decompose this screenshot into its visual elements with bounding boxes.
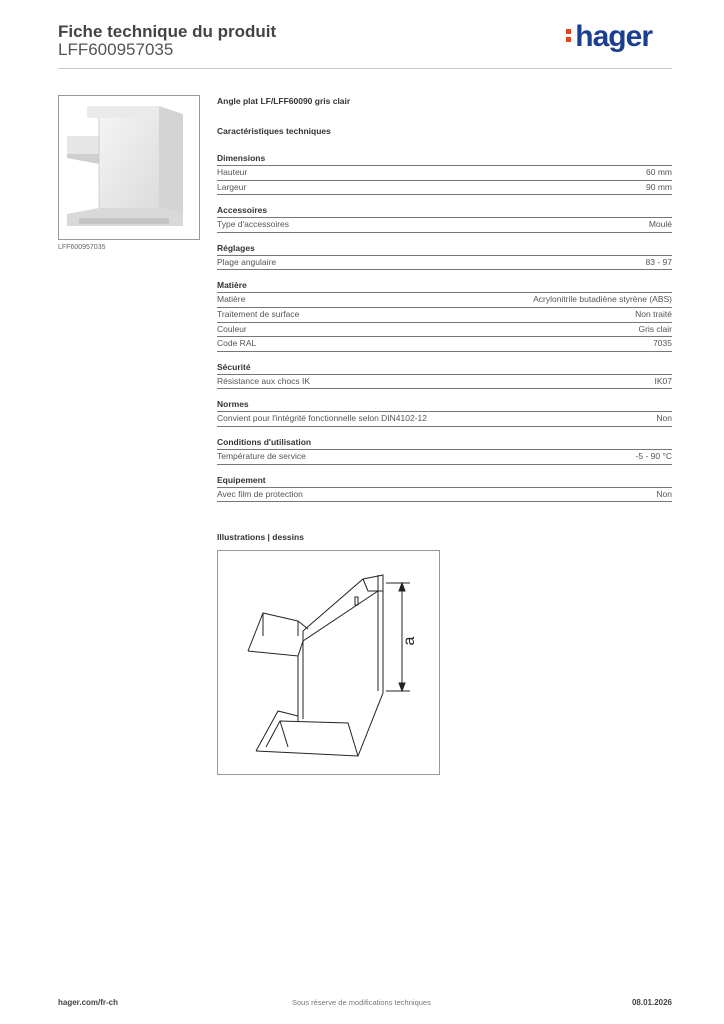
section-rows <box>217 255 672 271</box>
spec-label: Largeur <box>217 181 247 192</box>
spec-section <box>217 279 672 351</box>
spec-row <box>217 255 672 271</box>
spec-value: Non <box>656 488 672 499</box>
product-name: Angle plat LF/LFF60090 gris clair <box>217 96 351 106</box>
logo-text: hager <box>575 20 652 53</box>
spec-label: Température de service <box>217 450 306 461</box>
spec-row <box>217 322 672 337</box>
footer-website: hager.com/fr-ch <box>58 998 119 1007</box>
spec-value: Non traité <box>635 308 672 319</box>
tech-characteristics-title: Caractéristiques techniques <box>217 126 331 136</box>
section-rows <box>217 292 672 351</box>
product-reference: LFF600957035 <box>58 40 174 59</box>
section-title: Sécurité <box>217 361 251 372</box>
spec-value: -5 - 90 °C <box>635 450 672 461</box>
spec-row <box>217 487 672 503</box>
spec-value: 90 mm <box>646 181 672 192</box>
dimension-label: a <box>401 636 418 646</box>
spec-label: Résistance aux chocs IK <box>217 375 311 386</box>
spec-label: Plage angulaire <box>217 256 277 267</box>
document-title: Fiche technique du produit <box>58 22 277 41</box>
spec-row <box>217 411 672 427</box>
spec-value: 7035 <box>653 338 672 349</box>
spec-row <box>217 374 672 390</box>
spec-label: Hauteur <box>217 167 248 177</box>
product-photo <box>58 95 200 240</box>
spec-label: Type d'accessoires <box>217 219 290 230</box>
photo-caption: LFF600957035 <box>58 244 106 251</box>
spec-value: IK07 <box>654 375 672 386</box>
footer-date: 08.01.2026 <box>631 998 672 1007</box>
spec-value: Non <box>656 413 672 424</box>
section-title: Matière <box>217 280 247 291</box>
hager-logo <box>566 20 652 54</box>
spec-label: Traitement de surface <box>217 308 300 319</box>
section-rows <box>217 217 672 233</box>
technical-drawing <box>217 550 440 775</box>
spec-value: 83 - 97 <box>645 256 672 267</box>
header-divider <box>58 68 672 69</box>
spec-sections <box>217 152 672 502</box>
spec-value: 60 mm <box>646 167 672 177</box>
spec-row <box>217 307 672 322</box>
logo-dots-icon <box>566 26 572 45</box>
spec-value: Gris clair <box>638 323 672 334</box>
section-rows <box>217 374 672 390</box>
spec-section <box>217 242 672 271</box>
spec-value: Moulé <box>648 219 672 230</box>
flat-angle-photo-icon <box>59 96 199 239</box>
section-rows <box>217 411 672 427</box>
spec-section <box>217 436 672 465</box>
spec-value: Acrylonitrile butadiène styrène (ABS) <box>533 294 672 305</box>
section-rows <box>217 449 672 465</box>
spec-row <box>217 336 672 352</box>
spec-label: Avec film de protection <box>217 488 303 499</box>
spec-section <box>217 152 672 195</box>
spec-row <box>217 165 672 180</box>
spec-row <box>217 217 672 233</box>
section-title: Normes <box>217 399 249 410</box>
spec-row <box>217 292 672 307</box>
spec-label: Matière <box>217 294 246 305</box>
spec-label: Couleur <box>217 323 247 334</box>
illustrations-title: Illustrations | dessins <box>217 532 304 542</box>
page-header <box>58 20 672 70</box>
section-title: Réglages <box>217 242 255 253</box>
flat-angle-drawing-icon <box>218 551 439 774</box>
spec-row <box>217 449 672 465</box>
section-title: Dimensions <box>217 153 266 163</box>
specifications <box>217 96 672 511</box>
spec-row <box>217 180 672 196</box>
section-title: Accessoires <box>217 205 268 216</box>
spec-label: Convient pour l'intégrité fonctionnelle selon DIN4102-12 <box>217 413 428 424</box>
spec-label: Code RAL <box>217 338 257 349</box>
section-title: Conditions d'utilisation <box>217 436 312 447</box>
section-rows <box>217 165 672 195</box>
spec-section <box>217 398 672 427</box>
spec-section <box>217 361 672 390</box>
section-rows <box>217 487 672 503</box>
spec-section <box>217 204 672 233</box>
spec-section <box>217 474 672 503</box>
footer-notice: Sous réserve de modifications techniques <box>292 998 431 1007</box>
section-title: Equipement <box>217 474 266 485</box>
